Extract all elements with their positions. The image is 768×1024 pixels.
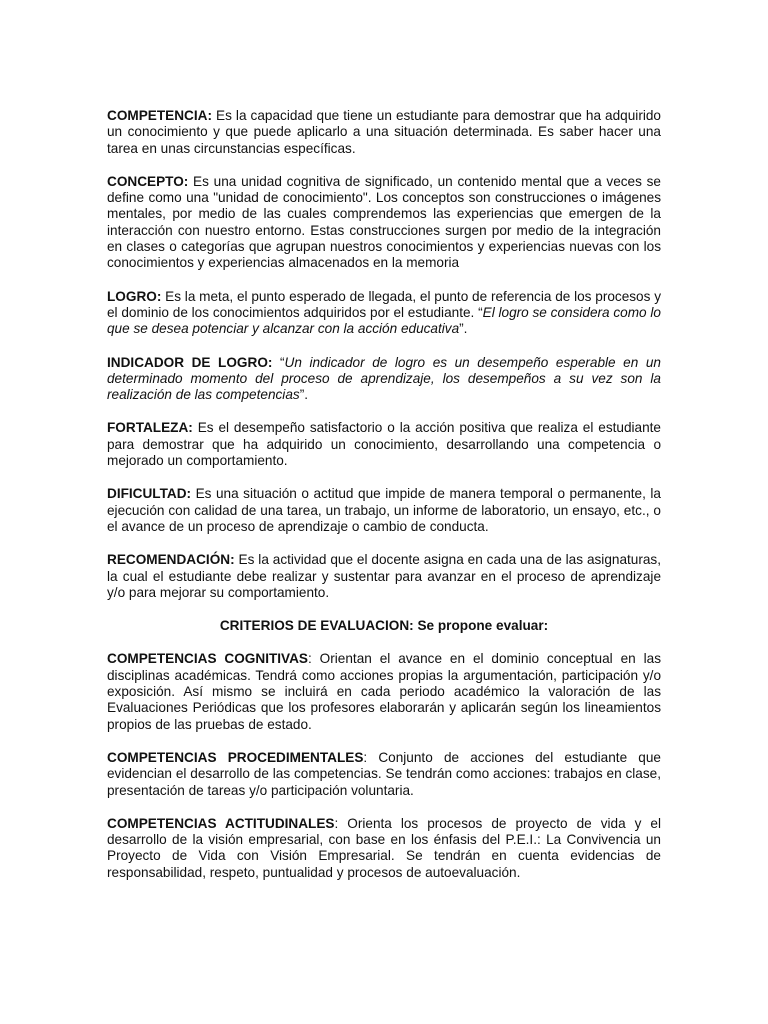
definition-text: Es la capacidad que tiene un estudiante para demostrar que ha adquirido un conocimiento y que puede aplicarlo a una situación determinada. Es saber hacer una tarea en unas circunstancias específicas. [107,108,661,156]
term: COMPETENCIA: [107,108,212,123]
term: CONCEPTO: [107,173,189,189]
definition-tail: ”. [299,387,308,403]
document-body [107,108,661,898]
criterion-cognitivas [107,651,661,732]
definition-quote: El logro se considera como lo que se desea potenciar y alcanzar con la acción educativa [107,304,661,337]
criterion-text: : Conjunto de acciones del estudiante que evidencian el desarrollo de las competencias. Se tendrán como acciones: trabajos en clase, presentación de tareas y/o participación voluntaria. [107,749,661,798]
term: INDICADOR DE LOGRO: [107,354,273,370]
definition-tail: ”. [459,321,468,337]
term: COMPETENCIAS COGNITIVAS [107,651,308,667]
term: RECOMENDACIÓN: [107,552,235,568]
definition-dificultad [107,486,661,535]
term: COMPETENCIAS PROCEDIMENTALES [107,749,364,765]
definition-text: Es la actividad que el docente asigna en cada una de las asignaturas, la cual el estudiante debe realizar y sustentar para avanzar en el proceso de aprendizaje y/o para mejorar su comportamiento. [107,552,661,600]
term: COMPETENCIAS ACTITUDINALES [107,815,335,831]
definition-indicador-de-logro [107,355,661,404]
criterion-actitudinales [107,816,661,881]
criterion-procedimentales [107,750,661,799]
definition-text: Es una unidad cognitiva de significado, un contenido mental que a veces se define como una "unidad de conocimiento". Los conceptos son construcciones o imágenes mentales, por medio de las cuales comprendemos las experiencias que emergen de la interacción con nuestro entorno. Estas construcciones surgen por medio de la integración en clases o categorías que agrupan nuestros conocimientos y experiencias nuevas con los conocimientos y experiencias almacenados en la memoria [107,173,661,271]
definition-text: Es una situación o actitud que impide de manera temporal o permanente, la ejecución con calidad de una tarea, un trabajo, un informe de laboratorio, un ensayo, etc., o el avance de un proceso de aprendizaje o cambio de conducta. [107,486,661,534]
definition-recomendacion [107,552,661,601]
definition-concepto [107,174,661,272]
criteria-heading-text: CRITERIOS DE EVALUACION: Se propone evaluar: [219,618,549,634]
definition-competencia [107,108,661,157]
definition-text: Es el desempeño satisfactorio o la acción positiva que realiza el estudiante para demostrar que ha adquirido un conocimiento, desarrollando una competencia o mejorado un comportamiento. [107,420,661,469]
definition-logro [107,289,661,338]
definition-text: Es la meta, el punto esperado de llegada, el punto de referencia de los procesos y el dominio de los conocimientos adquiridos por el estudiante. “ [107,288,661,320]
term: FORTALEZA: [107,420,193,436]
definition-fortaleza [107,420,661,469]
criterion-text: : Orienta los procesos de proyecto de vida y el desarrollo de la visión empresarial, con base en los énfasis del P.E.I.: La Convivencia un Proyecto de Vida con Visión Empresarial. Se tendrán en cuenta evidencias de responsabilidad, respeto, puntualidad y procesos de autoevaluación. [107,815,661,880]
criteria-heading [107,618,661,634]
term: LOGRO: [107,288,162,304]
criterion-text: : Orientan el avance en el dominio conceptual en las disciplinas académicas. Tendrá como acciones propias la argumentación, participación y/o exposición. Así mismo se incluirá en cada periodo académico la valoración de las Evaluaciones Periódicas que los profesores elaborarán y aplicarán según los lineamientos propios de las pruebas de estado. [107,651,661,732]
definition-text: “ [272,354,285,370]
definition-quote: Un indicador de logro es un desempeño esperable en un determinado momento del proceso de aprendizaje, los desempeños a su vez son la realización de las competencias [107,354,661,403]
term: DIFICULTAD: [107,486,192,502]
